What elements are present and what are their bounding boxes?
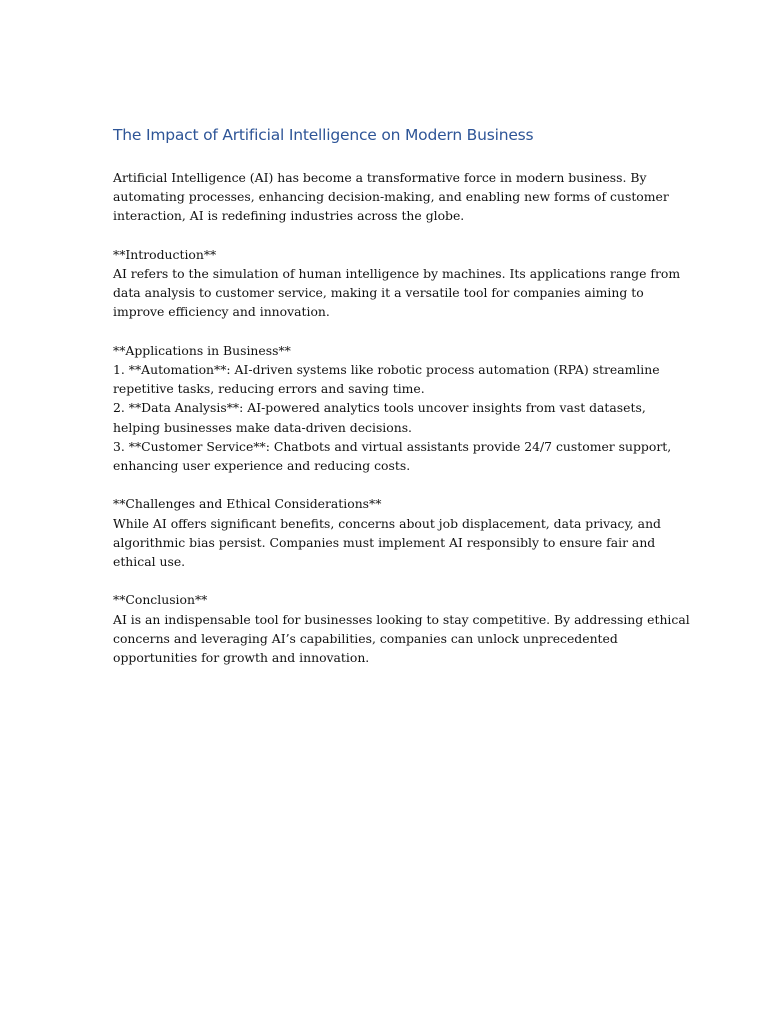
- document-body: [113, 168, 690, 686]
- text-line: improve efficiency and innovation.: [113, 304, 330, 320]
- section-heading: **Challenges and Ethical Considerations**: [113, 496, 382, 512]
- text-line: Artificial Intelligence (AI) has become a transformative force in modern business. By: [113, 170, 647, 185]
- text-line: concerns and leveraging AI’s capabilities, companies can unlock unprecedented: [113, 630, 618, 646]
- list-item-continuation: repetitive tasks, reducing errors and saving time.: [113, 381, 425, 397]
- section-heading: **Applications in Business**: [113, 342, 291, 358]
- list-item-continuation: helping businesses make data-driven decisions.: [113, 419, 412, 435]
- text-line: AI is an indispensable tool for businesses looking to stay competitive. By addressing ethical: [113, 611, 690, 627]
- challenges-section: [113, 494, 673, 571]
- text-line: algorithmic bias persist. Companies must implement AI responsibly to ensure fair and: [113, 534, 656, 550]
- text-line: AI refers to the simulation of human intelligence by machines. Its applications range from: [113, 266, 681, 281]
- introduction-section: [113, 245, 681, 322]
- text-line: opportunities for growth and innovation.: [113, 650, 370, 666]
- text-line: ethical use.: [113, 554, 186, 570]
- section-heading: **Introduction**: [113, 246, 217, 262]
- document-title: The Impact of Artificial Intelligence on Modern Business: [113, 126, 534, 144]
- text-line: automating processes, enhancing decision-making, and enabling new forms of customer: [113, 189, 669, 205]
- text-line: data analysis to customer service, making it a versatile tool for companies aiming to: [113, 285, 644, 301]
- list-item: 3. **Customer Service**: Chatbots and virtual assistants provide 24/7 customer support,: [113, 438, 672, 454]
- text-line: interaction, AI is redefining industries across the globe.: [113, 208, 465, 224]
- applications-section: [113, 341, 673, 475]
- conclusion-section: [113, 590, 690, 667]
- list-item: 1. **Automation**: AI-driven systems like robotic process automation (RPA) streamline: [113, 362, 660, 377]
- intro-paragraph: [113, 168, 673, 226]
- list-item-continuation: enhancing user experience and reducing costs.: [113, 458, 411, 474]
- list-item: 2. **Data Analysis**: AI-powered analytics tools uncover insights from vast datasets,: [113, 400, 646, 416]
- section-heading: **Conclusion**: [113, 592, 208, 608]
- text-line: While AI offers significant benefits, concerns about job displacement, data privacy, and: [113, 515, 661, 531]
